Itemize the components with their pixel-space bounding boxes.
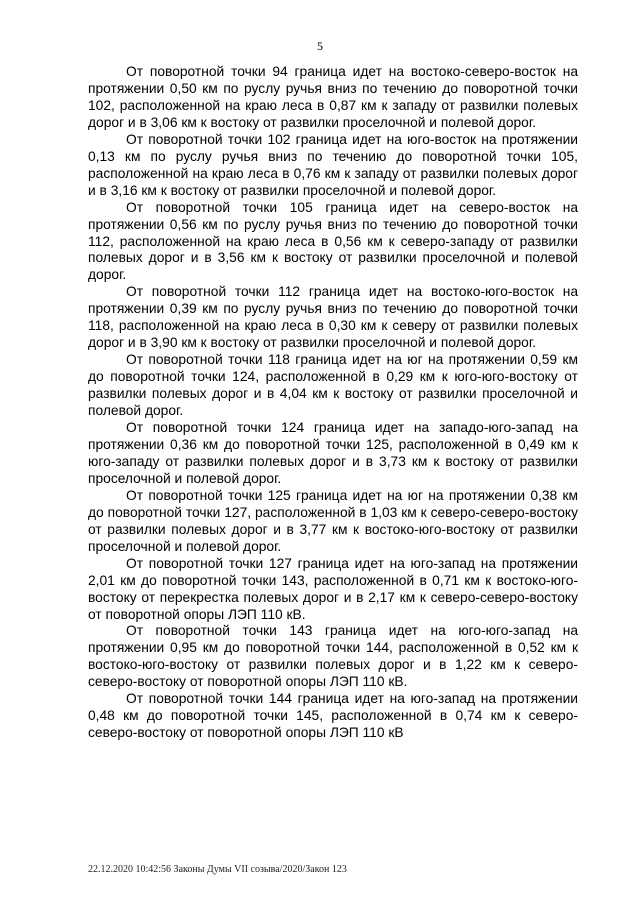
paragraph: От поворотной точки 105 граница идет на северо-восток на протяжении 0,56 км по руслу ручья вниз по течению до поворотной точки 112, расположенной на краю леса в 0,56 км к северо-западу от развилки полевых дорог и в 3,56 км к востоку от развилки проселочной и полевой дорог.	[88, 199, 578, 283]
paragraph: От поворотной точки 125 граница идет на юг на протяжении 0,38 км до поворотной точки 127, расположенной в 1,03 км к северо-северо-востоку от развилки полевых дорог и в 3,77 км к востоко-юго-востоку от развилки проселочной и полевой дорог.	[88, 487, 578, 554]
document-body	[88, 64, 578, 742]
paragraph: От поворотной точки 118 граница идет на юг на протяжении 0,59 км до поворотной точки 124, расположенной в 0,29 км к юго-юго-востоку от развилки полевых дорог и в 4,04 км к востоку от развилки проселочной и полевой дорог.	[88, 352, 578, 419]
paragraph: От поворотной точки 112 граница идет на востоко-юго-восток на протяжении 0,39 км по руслу ручья вниз по течению до поворотной точки 118, расположенной на краю леса в 0,30 км к северу от развилки полевых дорог и в 3,90 км к востоку от развилки проселочной и полевой дорог.	[88, 284, 578, 351]
paragraph: От поворотной точки 127 граница идет на юго-запад на протяжении 2,01 км до поворотной точки 143, расположенной в 0,71 км к востоко-юго-востоку от перекрестка полевых дорог и в 2,17 км к северо-северо-востоку от поворотной опоры ЛЭП 110 кВ.	[88, 555, 578, 622]
paragraph: От поворотной точки 143 граница идет на юго-юго-запад на протяжении 0,95 км до поворотной точки 144, расположенной в 0,52 км к востоко-юго-востоку от развилки полевых дорог и в 1,22 км к северо-северо-востоку от поворотной опоры ЛЭП 110 кВ.	[88, 623, 578, 690]
page-number: 5	[317, 39, 323, 53]
paragraph: От поворотной точки 144 граница идет на юго-запад на протяжении 0,48 км до поворотной точки 145, расположенной в 0,74 км к северо-северо-востоку от поворотной опоры ЛЭП 110 кВ	[88, 691, 578, 741]
paragraph: От поворотной точки 102 граница идет на юго-восток на протяжении 0,13 км по руслу ручья вниз по течению до поворотной точки 105, расположенной на краю леса в 0,76 км к западу от развилки полевых дорог и в 3,16 км к востоку от развилки проселочной и полевой дорог.	[88, 131, 578, 198]
paragraph: От поворотной точки 94 граница идет на востоко-северо-восток на протяжении 0,50 км по руслу ручья вниз по течению до поворотной точки 102, расположенной на краю леса в 0,87 км к западу от развилки полевых дорог и в 3,06 км к востоку от развилки проселочной и полевой дорог.	[88, 64, 578, 130]
paragraph: От поворотной точки 124 граница идет на западо-юго-запад на протяжении 0,36 км до поворотной точки 125, расположенной в 0,49 км к юго-западу от развилки полевых дорог и в 3,73 км к востоку от развилки проселочной и полевой дорог.	[88, 420, 578, 486]
document-footer: 22.12.2020 10:42:56 Законы Думы VII созыва/2020/Закон 123	[88, 864, 347, 875]
